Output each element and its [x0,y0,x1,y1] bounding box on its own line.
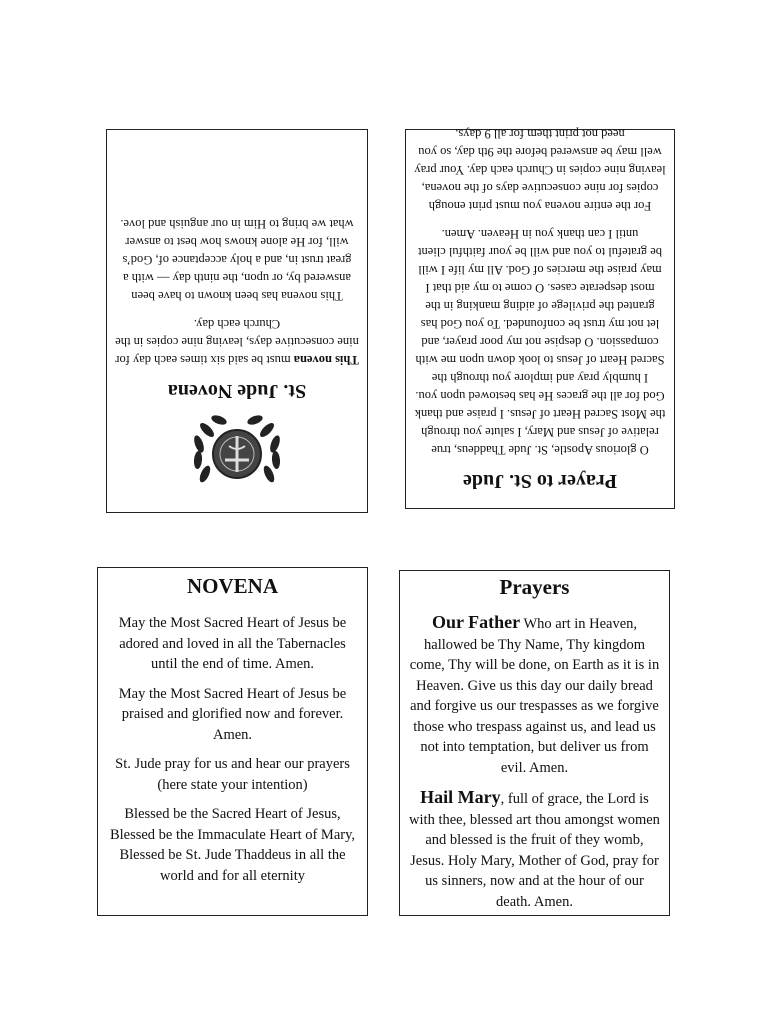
hail-mary-heading: Hail Mary [420,787,501,807]
novena-info-flipped-content [107,130,367,512]
hail-mary-prayer: Hail Mary, full of grace, the Lord is with thee, blessed art thou amongst women and blessed is the fruit of they womb, Jesus. Holy Mary, Mother of God, pray for us sinners, now and at the hour of our death. Amen. [409,787,660,910]
novena-info-panel [106,129,368,513]
prayer-to-st-jude-flipped-content [406,127,674,508]
novena-info-answered-text: This novena has been known to have been answered by, or upon, the ninth day — with a great trust in, and a holy acceptance of, God’s will, for He alone knows how best to answer what we bring to Him in our anguish and love. [120,217,354,303]
our-father-heading: Our Father [431,612,521,632]
print-instructions-note: For the entire novena you must print enough copies for nine consecutive days of the novena, leaving nine copies in Church each day. Your pray well may be answered before the 9th day, so you need not print them for all 9 days. [414,127,666,213]
prayers-panel [399,570,670,916]
novena-paragraph-praised: May the Most Sacred Heart of Jesus be praised and glorified now and forever. Amen. [118,685,347,743]
novena-info-instructions: This novena must be said six times each day for nine consecutive days, leaving nine copies in the Church each day. [115,317,359,367]
novena-info-title: St. Jude Novena [167,380,307,402]
prayer-to-st-jude-panel [405,129,675,509]
laurel-wreath-cross-icon [185,410,289,496]
our-father-prayer: Our Father Who art in Heaven, hallowed be Thy Name, Thy kingdom come, Thy will be done, on Earth as it is in Heaven. Give us this day our daily bread and forgive us our trespasses as we forgive those who trespass against us, and lead us not into temptation, but deliver us from evil. Amen. [409,612,660,776]
prayer-to-st-jude-title: Prayer to St. Jude [462,470,618,492]
novena-paragraph-intention: St. Jude pray for us and hear our prayers (here state your intention) [115,756,350,793]
novena-paragraph-blessed: Blessed be the Sacred Heart of Jesus, Blessed be the Immaculate Heart of Mary, Blessed be St. Jude Thaddeus in all the world and for all eternity [109,806,356,884]
novena-panel [97,567,368,916]
prayer-to-st-jude-text: O glorious Apostle, St. Jude Thaddeus, true relative of Jesus and Mary, I salute you through the Most Sacred Heart of Jesus. I praise and thank God for all the graces He has bestowed upon you. I humbly pray and implore you through the Sacred Heart of Jesus to look down upon me with compassion. O despise not my poor prayer, and let not my trust be confounded. To you God has granted the privilege of aiding manking in the most desperate cases. O come to my aid that I may praise the mercies of God. All my life I will be grateful to you and will be your faithful client until I can thank you in Heaven. Amen. [414,227,666,457]
prayers-title: Prayers [499,575,570,599]
novena-paragraph-adored: May the Most Sacred Heart of Jesus be adored and loved in all the Tabernacles until the end of time. Amen. [118,615,347,672]
novena-title: NOVENA [186,574,278,598]
